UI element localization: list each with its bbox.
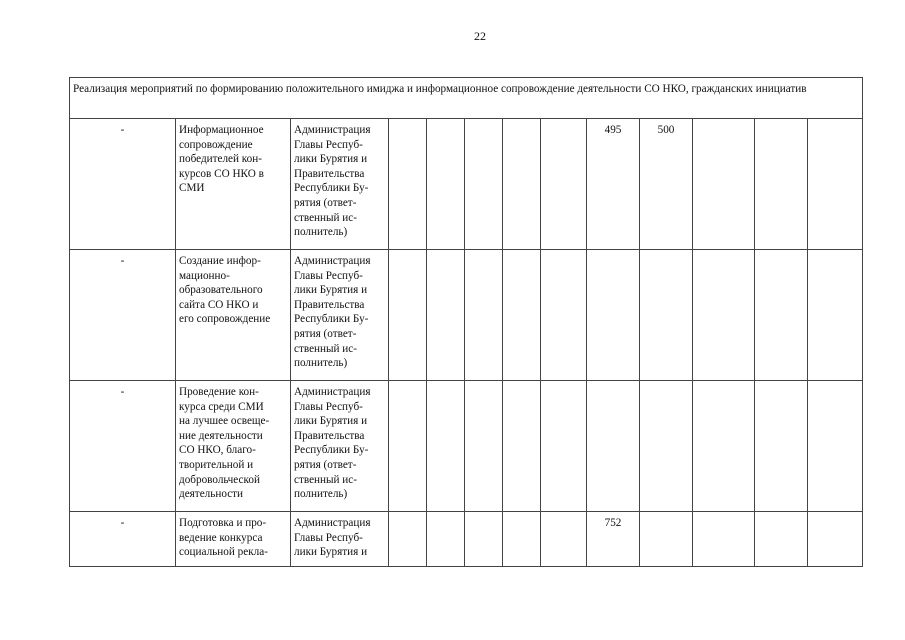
activity-name — [176, 119, 291, 250]
value-cell — [755, 512, 808, 567]
value-cell — [503, 250, 541, 381]
executor-text: Администрация Главы Респуб- лики Бурятия и Правительства Республики Бу- рятия (ответ- ственный ис- полнитель) — [294, 386, 371, 501]
value-cell — [755, 381, 808, 512]
value-cell — [427, 381, 465, 512]
value-cell — [755, 119, 808, 250]
value-cell — [640, 250, 693, 381]
value-cell: 752 — [587, 512, 640, 567]
executor-text: Администрация Главы Респуб- лики Бурятия и Правительства Республики Бу- рятия (ответ- ственный ис- полнитель) — [294, 255, 371, 370]
executor — [291, 381, 389, 512]
value-cell — [693, 250, 755, 381]
value-cell — [808, 119, 863, 250]
value-cell — [427, 119, 465, 250]
executor — [291, 512, 389, 567]
value-cell — [587, 381, 640, 512]
value-cell — [503, 381, 541, 512]
section-title: Реализация мероприятий по формированию положительного имиджа и информационное сопровождение деятельности СО НКО, гражданских инициатив — [70, 78, 863, 119]
value-cell — [808, 250, 863, 381]
program-table — [69, 77, 863, 567]
value-cell — [587, 250, 640, 381]
section-header-row — [70, 78, 863, 119]
page-number: 22 — [474, 29, 486, 43]
value-cell — [427, 250, 465, 381]
row-number: - — [70, 119, 176, 250]
value-cell — [755, 250, 808, 381]
executor-text: Администрация Главы Респуб- лики Бурятия и — [294, 517, 371, 559]
activity-name-text: Подготовка и про- ведение конкурса социальной рекла- — [179, 517, 268, 559]
value-cell — [503, 119, 541, 250]
value-cell — [640, 381, 693, 512]
value-cell — [541, 381, 587, 512]
value-cell — [465, 381, 503, 512]
value-cell — [693, 119, 755, 250]
activity-name — [176, 381, 291, 512]
value-cell: 500 — [640, 119, 693, 250]
table-row — [70, 381, 863, 512]
value-cell — [541, 512, 587, 567]
value-cell — [693, 381, 755, 512]
table-row — [70, 119, 863, 250]
value-cell — [541, 119, 587, 250]
value-cell — [693, 512, 755, 567]
row-number: - — [70, 250, 176, 381]
executor — [291, 250, 389, 381]
value-cell — [465, 250, 503, 381]
value-cell: 495 — [587, 119, 640, 250]
value-cell — [541, 250, 587, 381]
activity-name-text: Проведение кон- курса среди СМИ на лучшее освеще- ние деятельности СО НКО, благо- творительной и добровольческой деятельности — [179, 386, 270, 501]
row-number: - — [70, 381, 176, 512]
value-cell — [465, 119, 503, 250]
value-cell — [389, 119, 427, 250]
value-cell — [389, 250, 427, 381]
value-cell — [640, 512, 693, 567]
value-cell — [808, 512, 863, 567]
value-cell — [465, 512, 503, 567]
table-row — [70, 512, 863, 567]
value-cell — [389, 512, 427, 567]
value-cell — [503, 512, 541, 567]
executor-text: Администрация Главы Респуб- лики Бурятия и Правительства Республики Бу- рятия (ответ- ственный ис- полнитель) — [294, 124, 371, 239]
table-row — [70, 250, 863, 381]
activity-name-text: Создание инфор- мационно- образовательного сайта СО НКО и его сопровождение — [179, 255, 271, 326]
row-number: - — [70, 512, 176, 567]
activity-name-text: Информационное сопровождение победителей кон- курсов СО НКО в СМИ — [179, 124, 264, 195]
value-cell — [808, 381, 863, 512]
executor — [291, 119, 389, 250]
activity-name — [176, 250, 291, 381]
value-cell — [427, 512, 465, 567]
activity-name — [176, 512, 291, 567]
value-cell — [389, 381, 427, 512]
